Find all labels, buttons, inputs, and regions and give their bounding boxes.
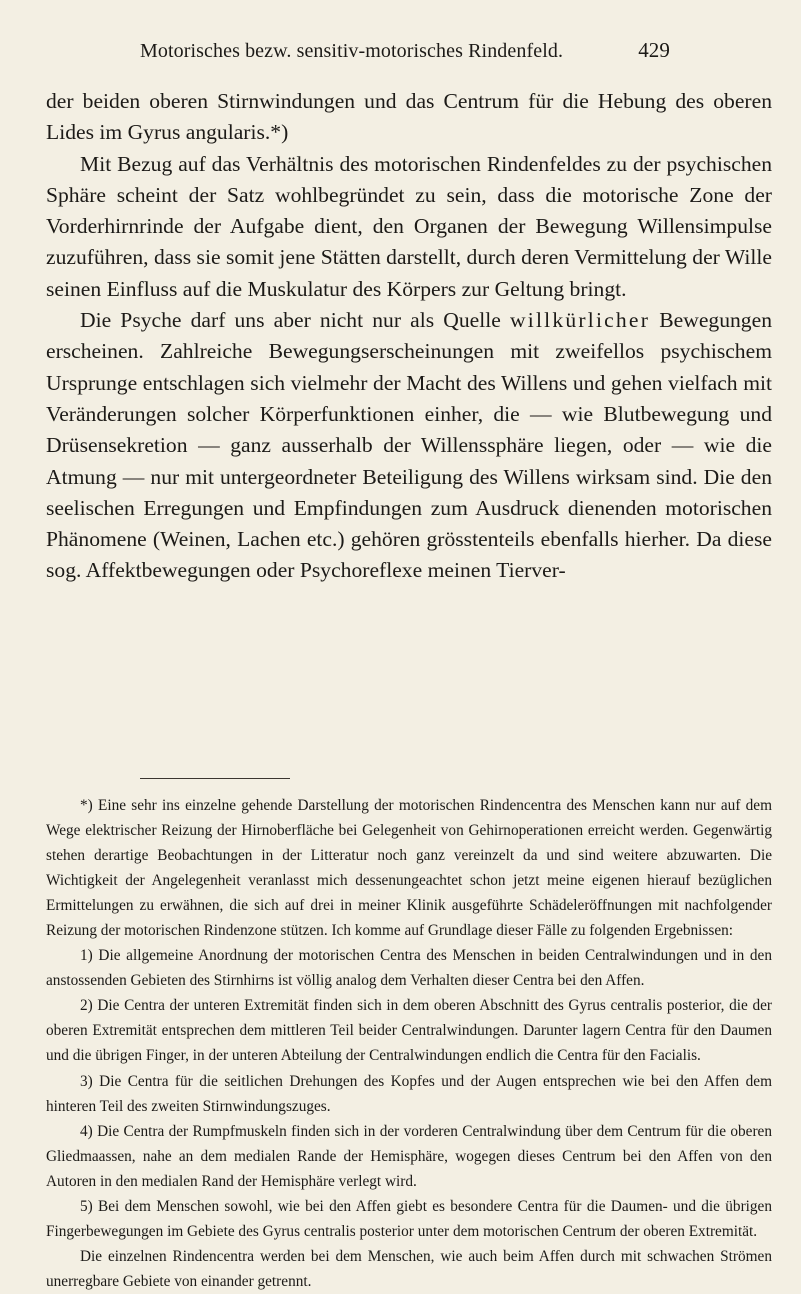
main-text: [46, 86, 772, 587]
paragraph-2: Mit Bezug auf das Verhältnis des motorischen Rindenfeldes zu der psychischen Sphäre scheint der Satz wohlbegründet zu sein, dass die motorische Zone der Vorderhirnrinde der Aufgabe dient, den Organen der Bewegung Willensimpulse zuzuführen, dass sie somit jene Stätten darstellt, durch deren Vermittelung der Wille seinen Einfluss auf die Muskulatur des Körpers zur Geltung bringt.: [46, 151, 772, 301]
footnote-item-2: 2) Die Centra der unteren Extremität finden sich in dem oberen Abschnitt des Gyrus centralis posterior, die der oberen Extremität entsprechen dem mittleren Teil beider Centralwindungen. Darunter lagern Centra für den Daumen und die übrigen Finger, in der unteren Abteilung der Centralwindungen endlich die Centra für den Facialis.: [46, 997, 772, 1065]
running-title: Motorisches bezw. sensitiv-motorisches Rindenfeld.: [140, 40, 564, 62]
paragraph-3: [46, 305, 772, 587]
footnote-closing: Die einzelnen Rindencentra werden bei dem Menschen, wie auch beim Affen durch mit schwachen Strömen unerregbare Gebiete von einander getrennt.: [46, 1247, 772, 1290]
footnote-item-3: 3) Die Centra für die seitlichen Drehungen des Kopfes und der Augen entsprechen wie bei den Affen dem hinteren Teil des zweiten Stirnwindungszuges.: [46, 1072, 772, 1115]
paragraph-1: der beiden oberen Stirnwindungen und das Centrum für die Hebung des oberen Lides im Gyrus angularis.*): [46, 89, 772, 145]
page-number: 429: [638, 38, 670, 62]
footnote-item-1: 1) Die allgemeine Anordnung der motorischen Centra des Menschen in beiden Centralwindungen und in den anstossenden Gebieten des Stirnhirns ist völlig analog dem Verhalten dieser Centra bei den Affen.: [46, 947, 772, 990]
footnote-intro: *) Eine sehr ins einzelne gehende Darstellung der motorischen Rindencentra des Menschen kann nur auf dem Wege elektrischer Reizung der Hirnoberfläche bei Gelegenheit von Gehirnoperationen erreicht werden. Gegenwärtig stehen derartige Beobachtungen in der Litteratur noch ganz vereinzelt da und sind weitere abzuwarten. Die Wichtigkeit der Angelegenheit veranlasst mich dessenungeachtet schon jetzt meine eigenen hierauf bezüglichen Ermittelungen zu erwähnen, die sich auf drei in meiner Klinik ausgeführte Schädeleröffnungen mit nachfolgender Reizung der motorischen Rindenzone stützen. Ich komme auf Grundlage dieser Fälle zu folgenden Ergebnissen:: [46, 797, 772, 940]
footnote: [46, 793, 772, 1294]
paragraph-3-rest: Bewegungen erscheinen. Zahlreiche Bewegungserscheinungen mit zweifellos psychischem Ursprunge entschlagen sich vielmehr der Macht des Willens und gehen vielfach mit Veränderungen solcher Körperfunktionen einher, die — wie Blutbewegung und Drüsensekretion — ganz ausserhalb der Willenssphäre liegen, oder — wie die Atmung — nur mit untergeordneter Beteiligung des Willens wirksam sind. Die den seelischen Erregungen und Empfindungen zum Ausdruck dienenden motorischen Phänomene (Weinen, Lachen etc.) gehören grösstenteils ebenfalls hierher. Da diese sog. Affektbewegungen oder Psychoreflexe meinen Tierver-: [46, 308, 772, 583]
emphasized-word: willkürlicher: [509, 308, 651, 333]
footnote-item-4: 4) Die Centra der Rumpfmuskeln finden sich in der vorderen Centralwindung über dem Centrum für die oberen Gliedmaassen, nahe an dem medialen Rande der Hemisphäre, wogegen dieses Centrum bei den Affen von den Autoren in den medialen Rand der Hemisphäre verlegt wird.: [46, 1122, 772, 1190]
paragraph-3-start: Die Psyche darf uns aber nicht nur als Quelle: [80, 308, 501, 333]
footnote-divider: [140, 778, 290, 779]
running-header: [140, 38, 670, 63]
footnote-item-5: 5) Bei dem Menschen sowohl, wie bei den Affen giebt es besondere Centra für die Daumen- und die übrigen Fingerbewegungen im Gebiete des Gyrus centralis posterior unter dem motorischen Centrum der oberen Extremität.: [46, 1197, 772, 1240]
